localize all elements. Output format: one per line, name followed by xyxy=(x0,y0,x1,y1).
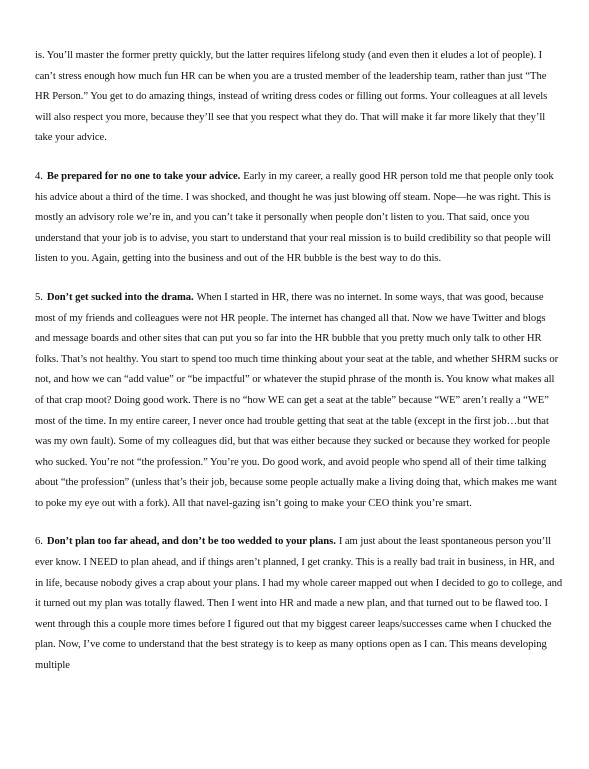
paragraph-item-5 xyxy=(35,288,563,515)
paragraph-number: 4. xyxy=(35,170,43,182)
paragraph-heading: Don’t get sucked into the drama. xyxy=(46,291,194,303)
document-page xyxy=(35,46,563,695)
paragraph-body: I am just about the least spontaneous person you’ll ever know. I NEED to plan ahead, and if things aren’t planned, I get cranky. This is a really bad trait in business, in HR, and in life, because nobody gives a crap about your plans. I had my whole career mapped out when I decided to go to college, and it turned out my plan was totally flawed. Then I went into HR and made a new plan, and that turned out to be flawed too. I went through this a couple more times before I figured out that my biggest career leaps/successes came when I chucked the plan. Now, I’ve come to understand that the best strategy is to keep as many options open as I can. This means developing multiple xyxy=(35,536,563,672)
paragraph-number: 5. xyxy=(35,291,43,303)
paragraph-body: When I started in HR, there was no internet. In some ways, that was good, because most of my friends and colleagues were not HR people. The internet has changed all that. Now we have Twitter and blogs and message boards and other sites that can put you so far into the HR bubble that you pretty much only talk to other HR folks. That’s not healthy. You start to spend too much time thinking about your seat at the table, and whether SHRM sucks or not, and how we can “add value” or “be impactful” or whatever the stupid phrase of the month is. You know what makes all of that crap moot? Doing good work. There is no “how WE can get a seat at the table” because “WE” aren’t really a “WE” most of the time. In my entire career, I never once had trouble getting that seat at the table (except in the first job…but that was my own fault). Some of my colleagues did, but that was either because they sucked or because they worked for people who sucked. You’re not “the profession.” You’re you. Do good work, and avoid people who spend all of their time talking about “the profession” (unless that’s their job, because some people actually make a living doing that, which makes me want to poke my eye out with a fork). All that navel-gazing isn’t going to make your CEO think you’re smart. xyxy=(35,291,559,509)
paragraph-heading: Be prepared for no one to take your advice. xyxy=(46,170,241,182)
paragraph-body: Early in my career, a really good HR person told me that people only took his advice about a third of the time. I was shocked, and thought he was just blowing off steam. Nope—he was right. This is mostly an advisory role we’re in, and you can’t take it personally when people don’t listen to you. That said, once you understand that your job is to advise, you start to understand that your real mission is to build credibility so that people will listen to you. Again, getting into the business and out of the HR bubble is the best way to do this. xyxy=(35,170,554,265)
paragraph-body: is. You’ll master the former pretty quickly, but the latter requires lifelong study (and even then it eludes a lot of people). I can’t stress enough how much fun HR can be when you are a trusted member of the leadership team, rather than just “The HR Person.” You get to do amazing things, instead of writing dress codes or filling out forms. Your colleagues at all levels will also respect you more, because they’ll see that you respect what they do. That will make it far more likely that they’ll take your advice. xyxy=(35,50,548,144)
paragraph-continuation xyxy=(35,46,563,149)
paragraph-item-6 xyxy=(35,532,563,676)
paragraph-number: 6. xyxy=(35,536,43,548)
paragraph-item-4 xyxy=(35,167,563,270)
paragraph-heading: Don’t plan too far ahead, and don’t be too wedded to your plans. xyxy=(46,536,336,548)
